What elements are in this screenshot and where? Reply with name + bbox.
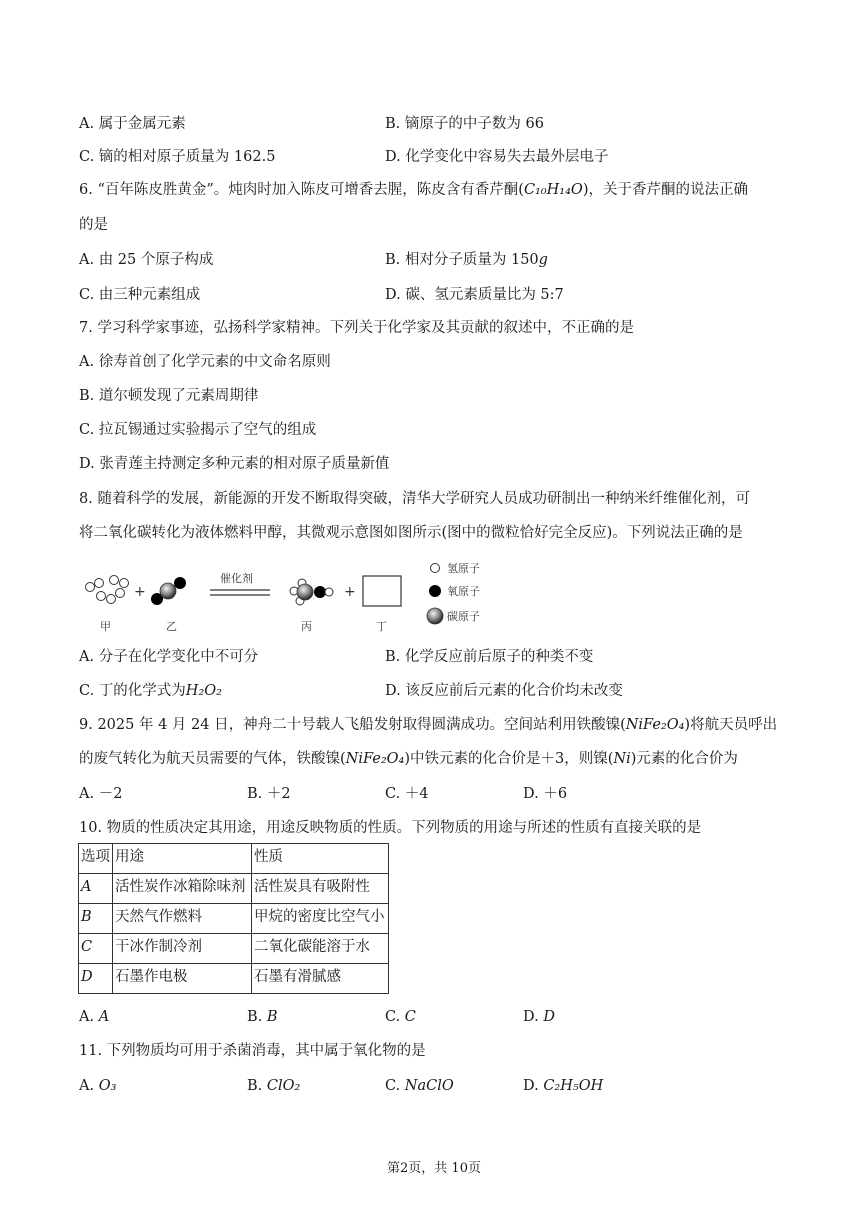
q9-line2-mid: )中铁元素的化合价是＋3，则镍( [404,751,614,767]
q8-option-c-formula: H₂O₂ [185,683,222,699]
q10-option-c [385,1007,416,1027]
q10-option-d-prefix: D. [523,1009,544,1025]
q11-option-a-prefix: A. [79,1078,99,1094]
q6-option-b-text: B. 相对分子质量为 150 [385,252,539,268]
table-row [79,934,389,964]
q8-option-c [79,681,222,701]
q10-option-b [247,1007,278,1027]
q9-option-a: A. －2 [79,786,123,802]
q11-option-c-prefix: C. [385,1078,405,1094]
row-option: D [79,964,113,994]
q8-stem-line2: 将二氧化碳转化为液体燃料甲醇，其微观示意图如图所示(图中的微粒恰好完全反应)。下列说法正确的是 [79,525,743,541]
header-property: 性质 [252,844,389,874]
q7-option-b: B. 道尔顿发现了元素周期律 [79,388,259,404]
q11-option-a-formula: O₃ [98,1078,117,1094]
q8-option-a: A. 分子在化学变化中不可分 [79,649,259,665]
row-property: 二氧化碳能溶于水 [252,934,389,964]
q10-option-b-value: B [266,1009,278,1025]
table-row [79,904,389,934]
q6-option-c: C. 由三种元素组成 [79,287,201,303]
q10-option-c-value: C [404,1009,416,1025]
q8-option-b: B. 化学反应前后原子的种类不变 [385,649,594,665]
q9-stem-line1 [79,715,777,735]
header-option: 选项 [79,844,113,874]
q11-option-c-formula: NaClO [404,1078,454,1094]
q11-option-b-formula: ClO₂ [266,1078,301,1094]
label-ding: 丁 [376,620,387,633]
q7-stem: 7. 学习科学家事迹，弘扬科学家精神。下列关于化学家及其贡献的叙述中，不正确的是 [79,320,634,336]
q10-option-a [79,1007,109,1027]
q10-table [78,843,389,994]
q10-option-c-prefix: C. [385,1009,405,1025]
row-property: 活性炭具有吸附性 [252,874,389,904]
q5-option-c: C. 镝的相对原子质量为 162.5 [79,149,276,165]
row-use: 干冰作制冷剂 [113,934,252,964]
q9-element: Ni [613,751,631,767]
legend-oxygen-label: 氧原子 [447,585,480,598]
q11-option-d [523,1076,603,1096]
q7-option-c: C. 拉瓦锡通过实验揭示了空气的组成 [79,422,317,438]
q11-option-b-prefix: B. [247,1078,267,1094]
q9-formula-2: NiFe₂O₄ [345,751,405,767]
q6-option-a: A. 由 25 个原子构成 [79,252,214,268]
legend-carbon-icon [427,608,443,624]
q7-option-a: A. 徐寿首创了化学元素的中文命名原则 [79,354,331,370]
plus-sign-1: + [134,584,146,600]
row-property: 甲烷的密度比空气小 [252,904,389,934]
catalyst-label: 催化剂 [220,572,253,585]
label-yi: 乙 [166,620,177,633]
q9-option-c: C. ＋4 [385,786,429,802]
q10-option-a-value: A [98,1009,110,1025]
q9-stem-post: )将航天员呼出 [684,717,778,733]
q10-option-d [523,1007,555,1027]
label-jia: 甲 [100,620,111,633]
row-property: 石墨有滑腻感 [252,964,389,994]
q9-line2-post: )元素的化合价为 [630,751,738,767]
row-option: A [79,874,113,904]
q10-stem: 10. 物质的性质决定其用途，用途反映物质的性质。下列物质的用途与所述的性质有直接关联的是 [79,820,702,836]
q9-option-d: D. ＋6 [523,786,568,802]
q6-stem-line2: 的是 [79,217,108,233]
q6-option-b [385,250,548,270]
legend-oxygen-icon [429,585,441,597]
q11-option-c [385,1076,454,1096]
table-header-row [79,844,389,874]
legend-hydrogen-label: 氢原子 [447,562,480,575]
q8-stem-line1: 8. 随着科学的发展，新能源的开发不断取得突破，清华大学研究人员成功研制出一种纳米纤维催化剂，可 [79,491,750,507]
q6-option-b-unit: g [538,252,548,268]
q6-option-d: D. 碳、氢元素质量比为 5:7 [385,287,564,303]
q5-option-b: B. 镝原子的中子数为 66 [385,116,544,132]
legend-carbon-label: 碳原子 [447,610,480,623]
row-use: 活性炭作冰箱除味剂 [113,874,252,904]
reactant-yi-molecule [151,577,186,605]
q11-option-d-formula: C₂H₅OH [543,1078,604,1094]
product-ding-box [363,576,401,606]
reaction-diagram [80,556,500,646]
row-option: C [79,934,113,964]
q8-option-c-text: C. 丁的化学式为 [79,683,186,699]
q11-option-a [79,1076,116,1096]
page-footer: 第2页，共 10页 [387,1161,481,1176]
label-bing: 丙 [301,620,312,633]
q11-option-b [247,1076,300,1096]
q11-stem: 11. 下列物质均可用于杀菌消毒，其中属于氧化物的是 [79,1043,426,1059]
plus-sign-2: + [344,584,356,600]
row-option: B [79,904,113,934]
row-use: 石墨作电极 [113,964,252,994]
q10-option-a-prefix: A. [79,1009,99,1025]
q9-stem-pre: 9. 2025 年 4 月 24 日，神舟二十号载人飞船发射取得圆满成功。空间站利用铁酸镍( [79,717,626,733]
legend-hydrogen-icon [431,564,440,573]
q6-stem-post: )，关于香芹酮的说法正确 [582,182,748,198]
q6-stem-pre: 6. “百年陈皮胜黄金”。炖肉时加入陈皮可增香去腥，陈皮含有香芹酮( [79,182,524,198]
table-row [79,874,389,904]
q9-line2-pre: 的废气转化为航天员需要的气体，铁酸镍( [79,751,346,767]
q8-option-d: D. 该反应前后元素的化合价均未改变 [385,683,623,699]
product-bing-molecule [290,579,333,605]
header-use: 用途 [113,844,252,874]
q9-stem-line2 [79,749,738,769]
q9-option-b: B. ＋2 [247,786,291,802]
q6-formula: C₁₀H₁₄O [523,182,583,198]
table-row [79,964,389,994]
reactant-jia-molecules [86,576,129,604]
q10-option-d-value: D [543,1009,555,1025]
q5-option-d: D. 化学变化中容易失去最外层电子 [385,149,609,165]
row-use: 天然气作燃料 [113,904,252,934]
q7-option-d: D. 张青莲主持测定多种元素的相对原子质量新值 [79,456,390,472]
q6-stem-line1 [79,180,748,200]
q9-formula-1: NiFe₂O₄ [625,717,685,733]
q11-option-d-prefix: D. [523,1078,544,1094]
q5-option-a: A. 属于金属元素 [79,116,186,132]
q10-option-b-prefix: B. [247,1009,267,1025]
